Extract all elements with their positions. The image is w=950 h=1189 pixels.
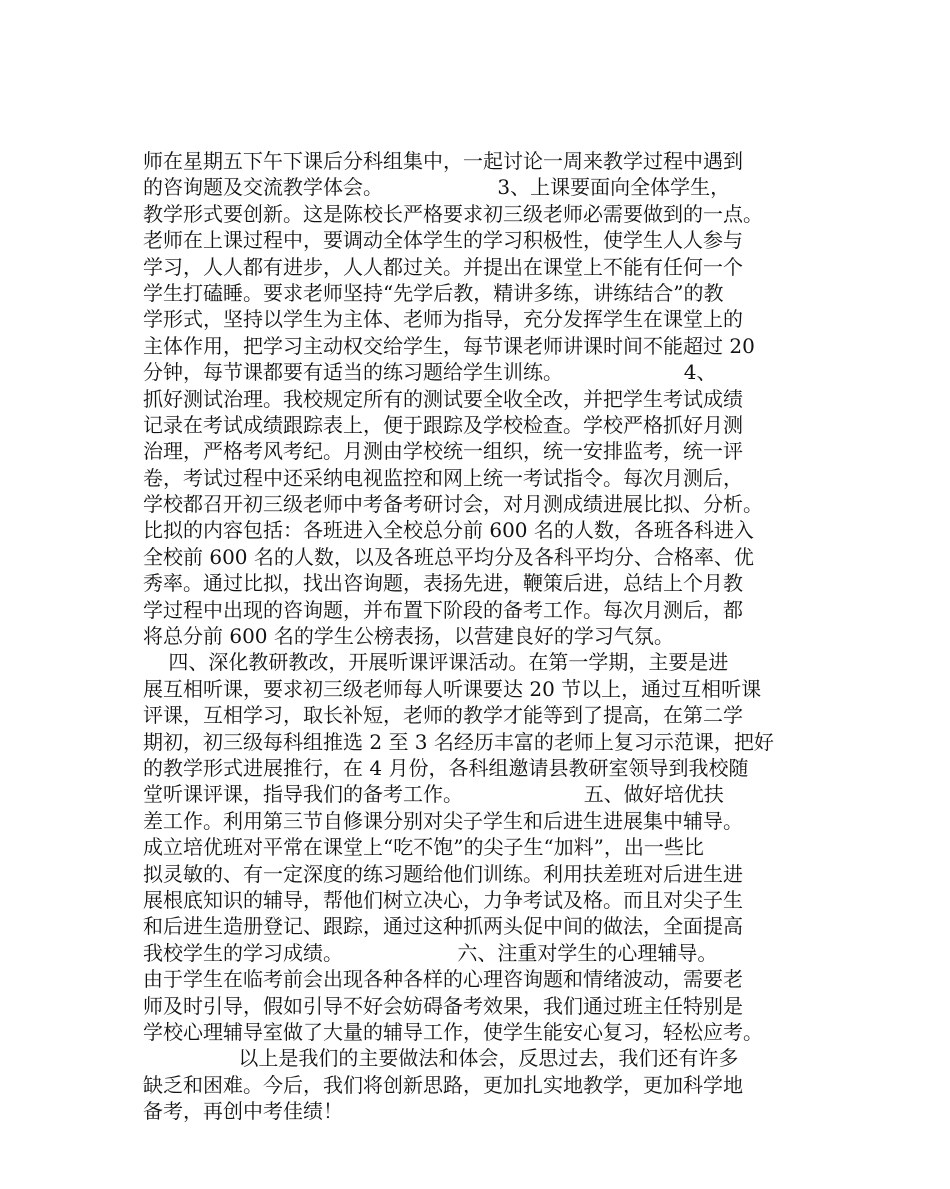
text-line: 学过程中出现的咨询题，并布置下阶段的备考工作。每次月测后，都 bbox=[143, 597, 743, 622]
text-line: 分钟，每节课都要有适当的练习题给学生训练。 4、 bbox=[143, 360, 717, 385]
text-line: 治理，严格考风考纪。月测由学校统一组织，统一安排监考，统一评 bbox=[143, 439, 743, 464]
text-line: 差工作。利用第三节自修课分别对尖子学生和后进生进展集中辅导。 bbox=[143, 808, 743, 833]
text-line: 拟灵敏的、有一定深度的练习题给他们训练。利用扶差班对后进生进 bbox=[143, 861, 743, 886]
text-line: 师及时引导，假如引导不好会妨碍备考效果，我们通过班主任特别是 bbox=[143, 993, 743, 1018]
text-line: 学生打磕睡。要求老师坚持“先学后教，精讲多练，讲练结合”的教 bbox=[143, 280, 724, 305]
text-line: 展互相听课，要求初三级老师每人听课要达 20 节以上，通过互相听课 bbox=[143, 676, 762, 701]
text-line: 全校前 600 名的人数，以及各班总平均分及各科平均分、合格率、优 bbox=[143, 544, 754, 569]
text-line: 的教学形式进展推行，在 4 月份，各科组邀请县教研室领导到我校随 bbox=[143, 755, 749, 780]
text-line: 成立培优班对平常在课堂上“吃不饱”的尖子生“加料”，出一些比 bbox=[143, 835, 704, 860]
text-line: 以上是我们的主要做法和体会，反思过去，我们还有许多 bbox=[143, 1046, 739, 1071]
text-line: 学形式，坚持以学生为主体、老师为指导，充分发挥学生在课堂上的 bbox=[143, 307, 743, 332]
text-line: 评课，互相学习，取长补短，老师的教学才能等到了提高，在第二学 bbox=[143, 703, 743, 728]
text-line: 由于学生在临考前会出现各种各样的心理咨询题和情绪波动，需要老 bbox=[143, 967, 743, 992]
text-line: 展根底知识的辅导，帮他们树立决心，力争考试及格。而且对尖子生 bbox=[143, 887, 743, 912]
text-line: 学习，人人都有进步，人人都过关。并提出在课堂上不能有任何一个 bbox=[143, 254, 743, 279]
text-line: 卷，考试过程中还采纳电视监控和网上统一考试指令。每次月测后， bbox=[143, 465, 743, 490]
text-line: 将总分前 600 名的学生公榜表扬，以营建良好的学习气氛。 bbox=[143, 624, 674, 649]
text-line: 师在星期五下午下课后分科组集中，一起讨论一周来教学过程中遇到 bbox=[143, 149, 743, 173]
text-line: 和后进生造册登记、跟踪，通过这种抓两头促中间的做法，全面提高 bbox=[143, 914, 743, 939]
text-line: 记录在考试成绩跟踪表上，便于跟踪及学校检查。学校严格抓好月测 bbox=[143, 412, 743, 437]
text-line: 期初，初三级每科组推选 2 至 3 名经历丰富的老师上复习示范课，把好 bbox=[143, 729, 774, 754]
body-text bbox=[143, 148, 823, 1124]
text-line: 老师在上课过程中，要调动全体学生的学习积极性，使学生人人参与 bbox=[143, 228, 743, 253]
text-line: 学校都召开初三级老师中考备考研讨会，对月测成绩进展比拟、分析。 bbox=[143, 492, 763, 517]
text-line: 缺乏和困难。今后，我们将创新思路，更加扎实地教学，更加科学地 bbox=[143, 1072, 743, 1097]
text-line: 四、深化教研教改，开展听课评课活动。在第一学期，主要是进 bbox=[143, 650, 729, 675]
text-line: 抓好测试治理。我校规定所有的测试要全收全改，并把学生考试成绩 bbox=[143, 386, 743, 411]
text-line: 教学形式要创新。这是陈校长严格要求初三级老师必需要做到的一点。 bbox=[143, 201, 763, 226]
text-line: 的咨询题及交流教学体会。 3、上课要面向全体学生， bbox=[143, 175, 731, 200]
text-line: 堂听课评课，指导我们的备考工作。 五、做好培优扶 bbox=[143, 782, 724, 807]
text-line: 学校心理辅导室做了大量的辅导工作，使学生能安心复习，轻松应考。 bbox=[143, 1019, 763, 1044]
text-line: 秀率。通过比拟，找出咨询题，表扬先进，鞭策后进，总结上个月教 bbox=[143, 571, 743, 596]
text-line: 我校学生的学习成绩。 六、注重对学生的心理辅导。 bbox=[143, 940, 718, 965]
text-line: 主体作用，把学习主动权交给学生，每节课老师讲课时间不能超过 20 bbox=[143, 333, 755, 358]
text-line: 比拟的内容包括：各班进入全校总分前 600 名的人数，各班各科进入 bbox=[143, 518, 754, 543]
text-line: 备考，再创中考佳绩！ bbox=[143, 1099, 343, 1124]
